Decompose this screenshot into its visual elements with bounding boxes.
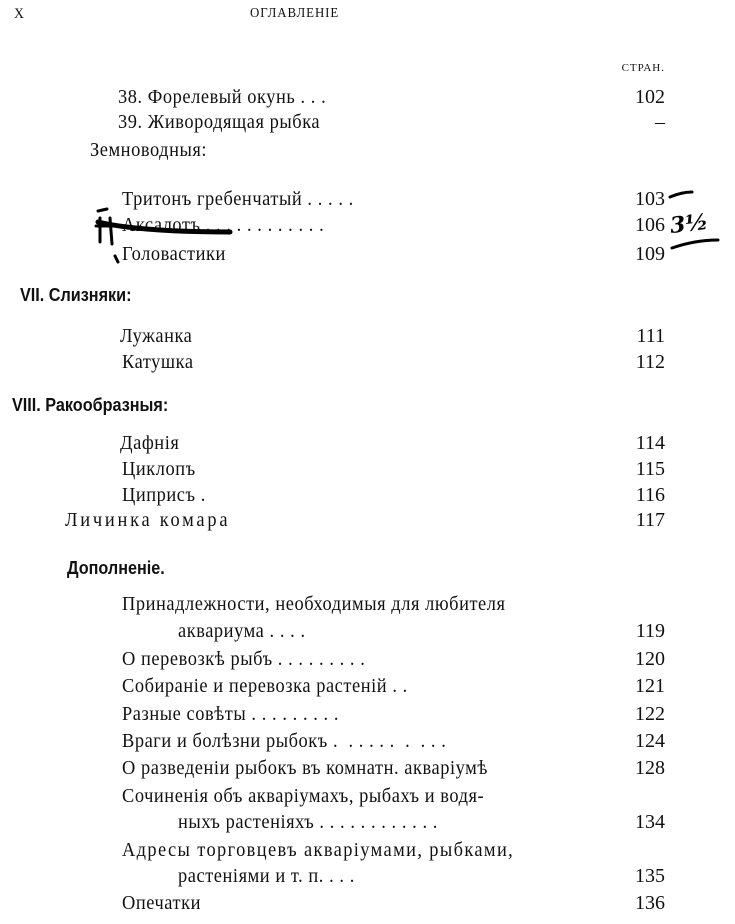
toc-entry: Лужанка — [120, 325, 193, 347]
section-heading: VII. Слизняки: — [20, 285, 132, 305]
toc-page: 117 — [635, 509, 665, 531]
toc-page: 136 — [635, 892, 665, 914]
pen-mark — [115, 256, 118, 262]
toc-page: 109 — [635, 243, 665, 265]
toc-entry: Принадлежности, необходимыя для любителя — [122, 593, 506, 615]
toc-entry: Враги и болѣзни рыбокъ . . . . . . . . . . — [122, 730, 447, 752]
toc-page: 112 — [635, 351, 665, 373]
toc-page: 120 — [635, 648, 665, 670]
toc-entry: Сочиненія объ акваріумахъ, рыбахъ и водя- — [122, 785, 485, 807]
toc-entry: Разные совѣты . . . . . . . . . — [122, 703, 340, 725]
toc-page: 121 — [635, 675, 665, 697]
toc-page: – — [655, 111, 665, 133]
toc-page: 116 — [635, 484, 665, 506]
toc-page: 128 — [635, 757, 665, 779]
section-heading: VIII. Ракообразныя: — [12, 395, 169, 415]
pen-mark — [670, 192, 692, 197]
toc-entry: Личинка комара — [65, 509, 231, 531]
toc-subheading: Земноводныя: — [90, 139, 208, 161]
toc-page: 114 — [635, 432, 665, 454]
toc-entry: 38. Форелевый окунь . . . — [118, 86, 327, 108]
page-title: ОГЛАВЛЕНІЕ — [250, 6, 340, 21]
pen-mark — [98, 209, 107, 211]
toc-entry: Опечатки — [122, 892, 202, 914]
pen-mark — [672, 240, 718, 248]
toc-entry: 39. Живородящая рыбка — [118, 111, 321, 133]
toc-page: 124 — [635, 730, 665, 752]
toc-entry: Собираніе и перевозка растеній . . — [122, 675, 408, 697]
toc-entry: Циприсъ . — [122, 484, 206, 506]
toc-page: 134 — [635, 811, 665, 833]
toc-page: 122 — [635, 703, 665, 725]
toc-entry: О разведеніи рыбокъ въ комнатн. акваріумѣ — [122, 757, 488, 779]
toc-page: 115 — [635, 458, 665, 480]
toc-entry: растеніями и т. п. . . . — [178, 865, 355, 887]
toc-entry: Тритонъ гребенчатый . . . . . — [122, 188, 354, 210]
toc-entry: Адресы торговцевъ акваріумами, рыбками, — [122, 839, 515, 861]
toc-entry: Головастики — [122, 243, 226, 265]
section-heading: Дополненіе. — [67, 558, 165, 578]
handwritten-margin-note: 3½ — [668, 209, 710, 239]
toc-entry: Дафнія — [120, 432, 180, 454]
toc-entry: ныхъ растеніяхъ . . . . . . . . . . . . — [178, 811, 438, 833]
toc-page: 103 — [635, 188, 665, 210]
pages-column-label: СТРАН. — [621, 62, 665, 74]
toc-page: 106 — [635, 214, 665, 236]
toc-entry: аквариума . . . . — [178, 620, 306, 642]
toc-page: 135 — [635, 865, 665, 887]
toc-entry: Катушка — [122, 351, 194, 373]
toc-entry: Циклопъ — [122, 458, 196, 480]
toc-page: 111 — [636, 325, 665, 347]
toc-page: 102 — [635, 86, 665, 108]
toc-entry: О перевозкѣ рыбъ . . . . . . . . . — [122, 648, 366, 670]
pen-mark — [96, 218, 118, 244]
toc-page: 119 — [635, 620, 665, 642]
toc-entry: Аксалотъ . . . . . . . . . . . . — [122, 214, 325, 236]
page-number-roman: X — [14, 6, 25, 22]
